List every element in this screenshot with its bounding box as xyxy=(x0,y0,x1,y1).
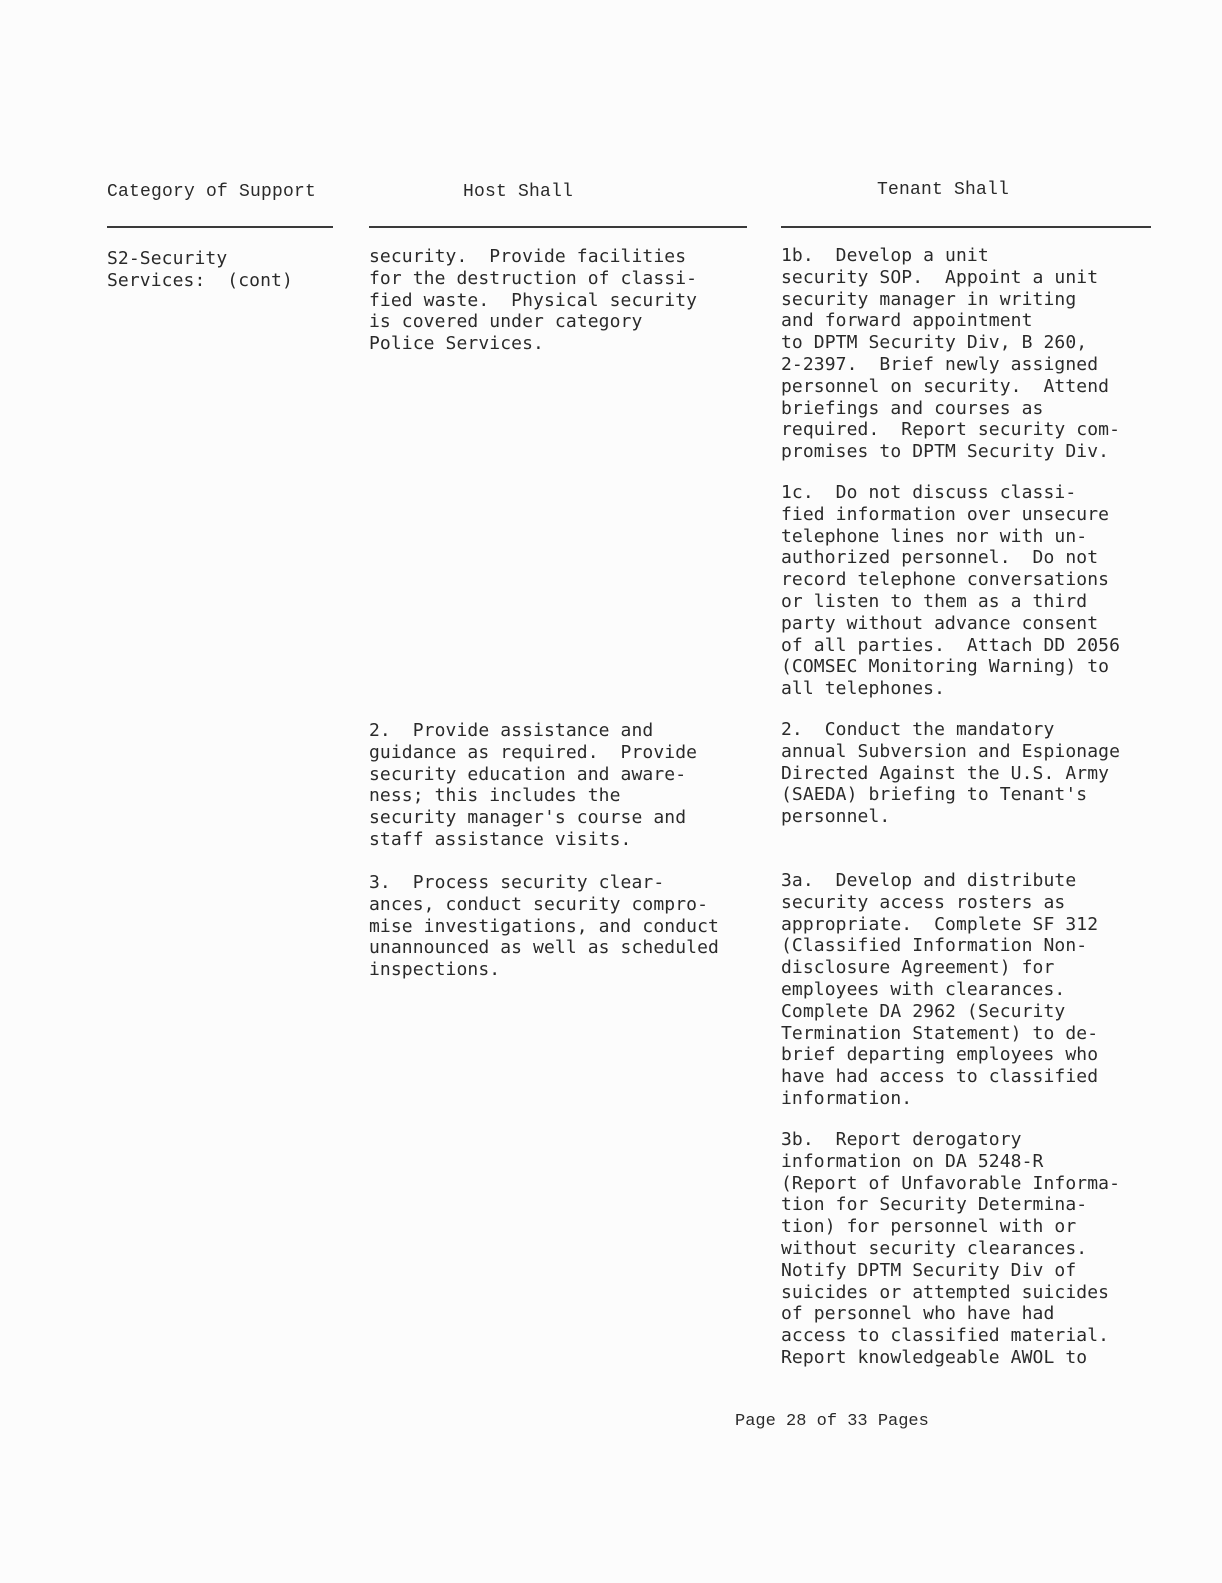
header-tenant-shall: Tenant Shall xyxy=(877,180,1010,200)
host-item-3: 3. Process security clear- ances, conduct security compro- mise investigations, and conduct unannounced as well as scheduled inspections. xyxy=(369,872,719,981)
tenant-item-2: 2. Conduct the mandatory annual Subversion and Espionage Directed Against the U.S. Army (SAEDA) briefing to Tenant's personnel. xyxy=(781,719,1121,828)
host-item-security-cont: security. Provide facilities for the destruction of classi- fied waste. Physical security is covered under category Police Services. xyxy=(369,246,698,355)
header-rule-category xyxy=(107,226,333,228)
tenant-item-1b: 1b. Develop a unit security SOP. Appoint a unit security manager in writing and forward appointment to DPTM Security Div, B 260, 2-2397. Brief newly assigned personnel on security. Attend briefings and courses as required. Report security com- promises to DPTM Security Div. xyxy=(781,245,1121,463)
header-rule-host xyxy=(369,226,747,228)
page-number: Page 28 of 33 Pages xyxy=(735,1412,929,1431)
tenant-item-1c: 1c. Do not discuss classi- fied information over unsecure telephone lines nor with un- authorized personnel. Do not record telephone conversations or listen to them as a third party without advance consent of all parties. Attach DD 2056 (COMSEC Monitoring Warning) to all telephones. xyxy=(781,482,1121,700)
header-category-of-support: Category of Support xyxy=(107,182,317,202)
header-rule-tenant xyxy=(781,226,1151,228)
category-label: S2-Security Services: (cont) xyxy=(107,248,293,291)
header-host-shall: Host Shall xyxy=(463,182,574,202)
host-item-2: 2. Provide assistance and guidance as required. Provide security education and aware- ness; this includes the security manager's course and staff assistance visits. xyxy=(369,720,698,850)
tenant-item-3a: 3a. Develop and distribute security access rosters as appropriate. Complete SF 312 (Classified Information Non- disclosure Agreement) for employees with clearances. Complete DA 2962 (Security Termination Statement) to de- brief departing employees who have had access to classified information. xyxy=(781,870,1099,1109)
tenant-item-3b: 3b. Report derogatory information on DA 5248-R (Report of Unfavorable Informa- tion for Security Determina- tion) for personnel with or without security clearances. Notify DPTM Security Div of suicides or attempted suicides of personnel who have had access to classified material. Report knowledgeable AWOL to xyxy=(781,1129,1121,1368)
